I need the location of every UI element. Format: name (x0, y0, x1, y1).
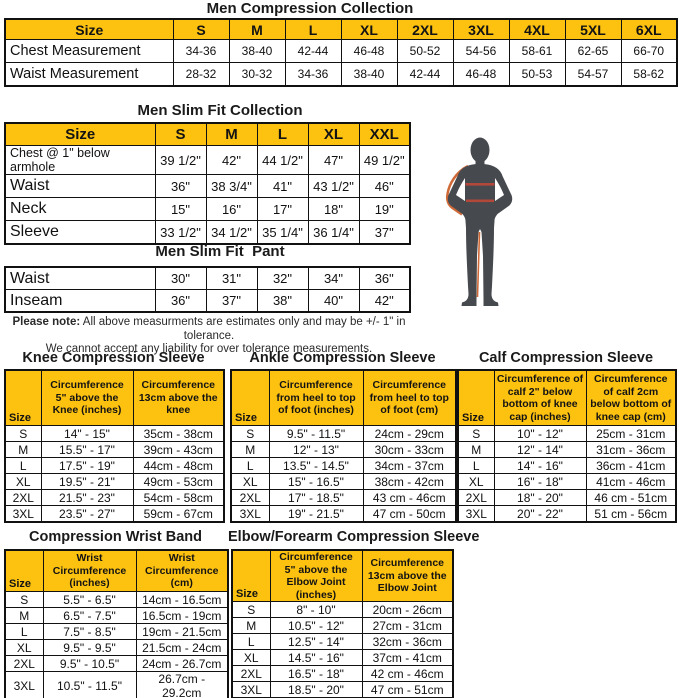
value-cell: 18" - 20" (494, 490, 586, 506)
value-cell: 37" (359, 221, 410, 245)
size-column-header: Size (5, 19, 173, 40)
column-header: Circumference from heel to top of foot (inches) (269, 370, 363, 426)
value-cell: 14cm - 16.5cm (136, 592, 228, 608)
column-header: Circumference 5" above the Elbow Joint (inches) (270, 550, 362, 602)
row-label: Chest @ 1" below armhole (5, 146, 155, 175)
value-cell: 54cm - 58cm (133, 490, 224, 506)
column-header: Circumference 13cm above the Elbow Joint (362, 550, 453, 602)
value-cell: 42" (206, 146, 257, 175)
column-header: XL (341, 19, 397, 40)
value-cell: 46-48 (453, 63, 509, 87)
row-label: 2XL (232, 666, 270, 682)
wrist-band-table (4, 549, 229, 698)
value-cell: 42" (359, 290, 410, 313)
column-header: XXL (359, 123, 410, 146)
row-label: 3XL (5, 672, 43, 698)
value-cell: 51 cm - 56cm (586, 506, 676, 523)
value-cell: 34-36 (173, 40, 229, 63)
figure-chest-measure-line (466, 183, 495, 186)
value-cell: 59cm - 67cm (133, 506, 224, 523)
column-header: XL (308, 123, 359, 146)
value-cell: 30-32 (229, 63, 285, 87)
value-cell: 12" - 13" (269, 442, 363, 458)
size-column-header: Size (5, 550, 43, 592)
row-label: S (458, 426, 494, 442)
value-cell: 25cm - 31cm (586, 426, 676, 442)
value-cell: 36 1/4" (308, 221, 359, 245)
row-label: XL (458, 474, 494, 490)
ankle-sleeve-table (230, 369, 457, 523)
figure-waist-measure-line (466, 200, 494, 203)
table-row (5, 458, 224, 474)
value-cell: 47 cm - 51cm (362, 682, 453, 698)
men-slim-fit-collection-title: Men Slim Fit Collection (137, 102, 303, 119)
calf-sleeve-title: Calf Compression Sleeve (478, 350, 654, 366)
row-label: XL (5, 640, 43, 656)
value-cell: 62-65 (565, 40, 621, 63)
column-header: 5XL (565, 19, 621, 40)
value-cell: 47" (308, 146, 359, 175)
table-row (231, 442, 456, 458)
row-label: XL (232, 650, 270, 666)
column-header: Circumference of calf 2cm below bottom of knee cap (cm) (586, 370, 676, 426)
table-row (5, 267, 410, 290)
value-cell: 37cm - 41cm (362, 650, 453, 666)
value-cell: 47 cm - 50cm (363, 506, 456, 523)
value-cell: 36" (155, 175, 206, 198)
value-cell: 16" - 18" (494, 474, 586, 490)
header-row (231, 370, 456, 426)
table-row (5, 490, 224, 506)
value-cell: 16.5cm - 19cm (136, 608, 228, 624)
row-label: Waist (5, 175, 155, 198)
value-cell: 32" (257, 267, 308, 290)
value-cell: 43 1/2" (308, 175, 359, 198)
value-cell: 58-61 (509, 40, 565, 63)
column-header: L (285, 19, 341, 40)
value-cell: 36cm - 41cm (586, 458, 676, 474)
value-cell: 10.5" - 12" (270, 618, 362, 634)
value-cell: 23.5" - 27" (41, 506, 133, 523)
calf-sleeve-table (457, 369, 677, 523)
wrist-band-title: Compression Wrist Band (29, 529, 202, 545)
table-row (231, 506, 456, 523)
row-label: M (5, 442, 41, 458)
table-row (458, 458, 676, 474)
note-prefix: Please note: (12, 316, 81, 328)
value-cell: 43 cm - 46cm (363, 490, 456, 506)
table-row (5, 624, 228, 640)
value-cell: 31" (206, 267, 257, 290)
value-cell: 58-62 (621, 63, 677, 87)
column-header: 6XL (621, 19, 677, 40)
value-cell: 9.5" - 10.5" (43, 656, 136, 672)
value-cell: 38-40 (229, 40, 285, 63)
column-header: S (173, 19, 229, 40)
value-cell: 14" - 15" (41, 426, 133, 442)
row-label: 3XL (232, 682, 270, 698)
table-row (458, 474, 676, 490)
men-slim-fit-pant-table (4, 266, 411, 313)
size-column-header: Size (232, 550, 270, 602)
value-cell: 41" (257, 175, 308, 198)
value-cell: 44cm - 48cm (133, 458, 224, 474)
row-label: XL (5, 474, 41, 490)
value-cell: 17" (257, 198, 308, 221)
value-cell: 16" (206, 198, 257, 221)
value-cell: 40" (308, 290, 359, 313)
row-label: M (5, 608, 43, 624)
value-cell: 54-56 (453, 40, 509, 63)
value-cell: 15" - 16.5" (269, 474, 363, 490)
header-row (5, 19, 677, 40)
value-cell: 17.5" - 19" (41, 458, 133, 474)
value-cell: 16.5" - 18" (270, 666, 362, 682)
value-cell: 9.5" - 11.5" (269, 426, 363, 442)
value-cell: 20cm - 26cm (362, 602, 453, 618)
value-cell: 21.5cm - 24cm (136, 640, 228, 656)
table-row (232, 618, 453, 634)
value-cell: 9.5" - 9.5" (43, 640, 136, 656)
value-cell: 38 3/4" (206, 175, 257, 198)
value-cell: 7.5" - 8.5" (43, 624, 136, 640)
ankle-sleeve-title: Ankle Compression Sleeve (249, 350, 436, 366)
male-silhouette-figure (444, 136, 520, 312)
value-cell: 17" - 18.5" (269, 490, 363, 506)
value-cell: 26.7cm - 29.2cm (136, 672, 228, 698)
row-label: L (458, 458, 494, 474)
table-row (231, 426, 456, 442)
column-header: Circumference 5" above the Knee (inches) (41, 370, 133, 426)
table-row (5, 442, 224, 458)
row-label: Sleeve (5, 221, 155, 245)
row-label: 2XL (5, 490, 41, 506)
table-row (232, 634, 453, 650)
header-row (5, 123, 410, 146)
elbow-sleeve-table (231, 549, 454, 698)
value-cell: 50-53 (509, 63, 565, 87)
column-header: L (257, 123, 308, 146)
row-label: Neck (5, 198, 155, 221)
table-row (5, 474, 224, 490)
row-label: Chest Measurement (5, 40, 173, 63)
row-label: 2XL (5, 656, 43, 672)
table-row (5, 290, 410, 313)
row-label: M (232, 618, 270, 634)
value-cell: 36" (359, 267, 410, 290)
value-cell: 38-40 (341, 63, 397, 87)
column-header: S (155, 123, 206, 146)
row-label: 3XL (5, 506, 41, 523)
value-cell: 20" - 22" (494, 506, 586, 523)
row-label: L (232, 634, 270, 650)
value-cell: 38cm - 42cm (363, 474, 456, 490)
column-header: 4XL (509, 19, 565, 40)
table-row (5, 608, 228, 624)
column-header: 3XL (453, 19, 509, 40)
table-row (5, 640, 228, 656)
knee-sleeve-table (4, 369, 225, 523)
value-cell: 42-44 (285, 40, 341, 63)
value-cell: 18.5" - 20" (270, 682, 362, 698)
column-header: Wrist Circumference (inches) (43, 550, 136, 592)
value-cell: 19.5" - 21" (41, 474, 133, 490)
men-slim-fit-collection-table (4, 122, 411, 245)
row-label: L (231, 458, 269, 474)
table-row (232, 682, 453, 698)
value-cell: 5.5" - 6.5" (43, 592, 136, 608)
value-cell: 6.5" - 7.5" (43, 608, 136, 624)
value-cell: 34cm - 37cm (363, 458, 456, 474)
table-row (231, 474, 456, 490)
header-row (5, 370, 224, 426)
row-label: L (5, 624, 43, 640)
value-cell: 24cm - 29cm (363, 426, 456, 442)
value-cell: 12" - 14" (494, 442, 586, 458)
row-label: S (231, 426, 269, 442)
value-cell: 38" (257, 290, 308, 313)
table-row (231, 490, 456, 506)
table-row (232, 666, 453, 682)
size-column-header: Size (5, 123, 155, 146)
value-cell: 39 1/2" (155, 146, 206, 175)
value-cell: 66-70 (621, 40, 677, 63)
value-cell: 42-44 (397, 63, 453, 87)
row-label: Waist (5, 267, 155, 290)
size-column-header: Size (231, 370, 269, 426)
men-compression-collection-title: Men Compression Collection (206, 0, 414, 17)
value-cell: 33 1/2" (155, 221, 206, 245)
size-column-header: Size (458, 370, 494, 426)
row-label: Inseam (5, 290, 155, 313)
value-cell: 46-48 (341, 40, 397, 63)
value-cell: 34-36 (285, 63, 341, 87)
value-cell: 21.5" - 23" (41, 490, 133, 506)
value-cell: 50-52 (397, 40, 453, 63)
value-cell: 36" (155, 290, 206, 313)
header-row (232, 550, 453, 602)
value-cell: 30" (155, 267, 206, 290)
value-cell: 18" (308, 198, 359, 221)
row-label: Waist Measurement (5, 63, 173, 87)
row-label: 2XL (458, 490, 494, 506)
value-cell: 15.5" - 17" (41, 442, 133, 458)
value-cell: 39cm - 43cm (133, 442, 224, 458)
table-row (5, 672, 228, 698)
row-label: S (232, 602, 270, 618)
table-row (5, 40, 677, 63)
value-cell: 13.5" - 14.5" (269, 458, 363, 474)
table-row (5, 63, 677, 87)
table-row (5, 656, 228, 672)
value-cell: 44 1/2" (257, 146, 308, 175)
column-header: Wrist Circumference (cm) (136, 550, 228, 592)
row-label: S (5, 426, 41, 442)
value-cell: 32cm - 36cm (362, 634, 453, 650)
table-row (5, 506, 224, 523)
row-label: 3XL (458, 506, 494, 523)
value-cell: 54-57 (565, 63, 621, 87)
value-cell: 42 cm - 46cm (362, 666, 453, 682)
value-cell: 10" - 12" (494, 426, 586, 442)
table-row (5, 146, 410, 175)
value-cell: 41cm - 46cm (586, 474, 676, 490)
men-slim-fit-pant-title: Men Slim Fit Pant (155, 243, 285, 260)
value-cell: 49cm - 53cm (133, 474, 224, 490)
table-row (232, 650, 453, 666)
column-header: 2XL (397, 19, 453, 40)
value-cell: 19" - 21.5" (269, 506, 363, 523)
table-row (5, 198, 410, 221)
table-row (458, 426, 676, 442)
value-cell: 46" (359, 175, 410, 198)
row-label: S (5, 592, 43, 608)
value-cell: 49 1/2" (359, 146, 410, 175)
column-header: Circumference of calf 2" below bottom of knee cap (inches) (494, 370, 586, 426)
value-cell: 34" (308, 267, 359, 290)
note-line1: All above measurments are estimates only and may be +/- 1" in tolerance. (80, 316, 406, 342)
column-header: Circumference from heel to top of foot (cm) (363, 370, 456, 426)
column-header: M (229, 19, 285, 40)
table-row (232, 602, 453, 618)
table-row (5, 426, 224, 442)
value-cell: 12.5" - 14" (270, 634, 362, 650)
row-label: M (458, 442, 494, 458)
value-cell: 30cm - 33cm (363, 442, 456, 458)
table-row (458, 506, 676, 523)
value-cell: 8" - 10" (270, 602, 362, 618)
row-label: M (231, 442, 269, 458)
value-cell: 15" (155, 198, 206, 221)
value-cell: 19" (359, 198, 410, 221)
value-cell: 37" (206, 290, 257, 313)
header-row (5, 550, 228, 592)
value-cell: 14.5" - 16" (270, 650, 362, 666)
knee-sleeve-title: Knee Compression Sleeve (22, 350, 205, 366)
table-row (458, 490, 676, 506)
column-header: M (206, 123, 257, 146)
value-cell: 34 1/2" (206, 221, 257, 245)
value-cell: 35 1/4" (257, 221, 308, 245)
value-cell: 35cm - 38cm (133, 426, 224, 442)
note-line2: We cannot accept any liability for over tolerance measurements. (45, 343, 373, 355)
row-label: 2XL (231, 490, 269, 506)
table-row (5, 592, 228, 608)
table-row (5, 221, 410, 245)
elbow-sleeve-title: Elbow/Forearm Compression Sleeve (228, 529, 480, 545)
size-column-header: Size (5, 370, 41, 426)
row-label: L (5, 458, 41, 474)
value-cell: 24cm - 26.7cm (136, 656, 228, 672)
men-compression-collection-table (4, 18, 678, 87)
table-row (231, 458, 456, 474)
column-header: Circumference 13cm above the knee (133, 370, 224, 426)
value-cell: 46 cm - 51cm (586, 490, 676, 506)
table-row (5, 175, 410, 198)
row-label: XL (231, 474, 269, 490)
row-label: 3XL (231, 506, 269, 523)
value-cell: 31cm - 36cm (586, 442, 676, 458)
table-row (458, 442, 676, 458)
value-cell: 28-32 (173, 63, 229, 87)
header-row (458, 370, 676, 426)
value-cell: 27cm - 31cm (362, 618, 453, 634)
value-cell: 10.5" - 11.5" (43, 672, 136, 698)
value-cell: 14" - 16" (494, 458, 586, 474)
value-cell: 19cm - 21.5cm (136, 624, 228, 640)
